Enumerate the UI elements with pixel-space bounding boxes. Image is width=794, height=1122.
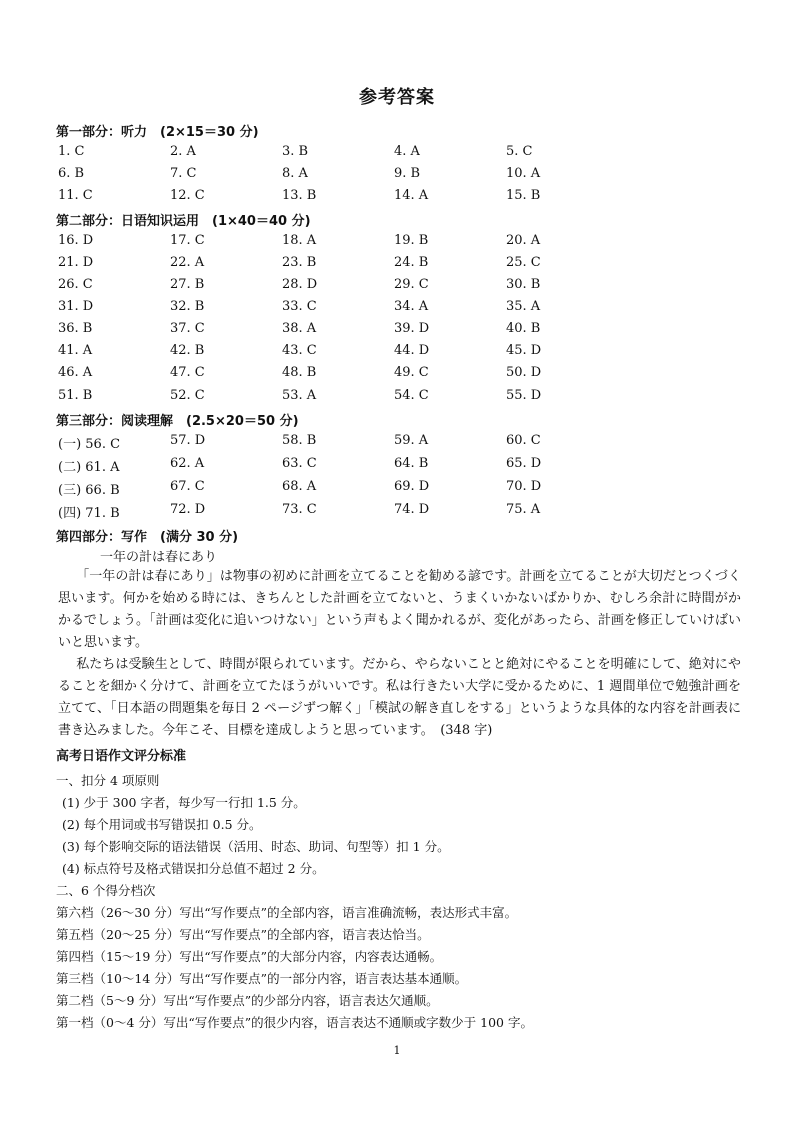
- answer-cell: 10. A: [506, 166, 541, 181]
- part4-heading: 第四部分：写作 (满分 30 分): [56, 530, 239, 545]
- answer-cell: (三) 66. B: [58, 483, 120, 498]
- answer-row: [0, 388, 794, 408]
- answer-cell: 3. B: [282, 144, 309, 159]
- essay-title: 一年の計は春にあり: [100, 550, 218, 565]
- answer-cell: 40. B: [506, 321, 541, 336]
- answer-row: [0, 299, 794, 319]
- answer-cell: 5. C: [506, 144, 533, 159]
- answer-cell: 51. B: [58, 388, 93, 403]
- answer-row: [0, 166, 794, 186]
- answer-cell: 25. C: [506, 255, 541, 270]
- answer-cell: (二) 61. A: [58, 460, 120, 475]
- part1-heading: 第一部分：听力 (2×15＝30 分): [56, 125, 259, 140]
- answer-cell: 75. A: [506, 502, 541, 517]
- answer-cell: 52. C: [170, 388, 205, 403]
- deduction-item: (3) 每个影响交际的语法错误（活用、时态、助词、句型等）扣 1 分。: [62, 839, 450, 854]
- answer-cell: 22. A: [170, 255, 205, 270]
- answer-row: [0, 365, 794, 385]
- level-item: 第五档（20～25 分）写出“写作要点”的全部内容，语言表达恰当。: [56, 927, 430, 942]
- answer-cell: 12. C: [170, 188, 205, 203]
- answer-cell: 37. C: [170, 321, 205, 336]
- answer-cell: 30. B: [506, 277, 541, 292]
- levels-heading: 二、6 个得分档次: [56, 883, 156, 898]
- answer-cell: 43. C: [282, 343, 317, 358]
- answer-cell: 23. B: [282, 255, 317, 270]
- essay-paragraph: 私たちは受験生として、時間が限られています。だから、やらないことと絶対にやることを明確にして、絶対にやることを細かく分けて、計画を立てたほうがいいです。私は行きたい大学に受かるために、1 週間単位で勉強計画を立てて、「日本語の問題集を毎日 2 ページずつ解く」「模試の解き直しをする」というような具体的な内容を計画表に書き込みました。今年こそ、目標を達成しようと思っています。 (348 字): [58, 657, 741, 738]
- answer-cell: 24. B: [394, 255, 429, 270]
- answer-cell: 54. C: [394, 388, 429, 403]
- level-item: 第六档（26～30 分）写出“写作要点”的全部内容，语言准确流畅，表达形式丰富。: [56, 905, 518, 920]
- level-item: 第一档（0～4 分）写出“写作要点”的很少内容，语言表达不通顺或字数少于 100 字。: [56, 1015, 533, 1030]
- part2-heading: 第二部分：日语知识运用 (1×40＝40 分): [56, 214, 311, 229]
- answer-cell: 45. D: [506, 343, 542, 358]
- answer-cell: 35. A: [506, 299, 541, 314]
- answer-cell: 34. A: [394, 299, 429, 314]
- answer-cell: 16. D: [58, 233, 94, 248]
- answer-cell: 2. A: [170, 144, 196, 159]
- answer-cell: 72. D: [170, 502, 206, 517]
- essay-paragraph: 「一年の計は春にあり」は物事の初めに計画を立てることを勧める諺です。計画を立てることが大切だとつくづく思います。何かを始める時には、きちんとした計画を立てないと、うまくいかないばかりか、むしろ余計に時間がかかるでしょう。「計画は変化に追いつけない」という声もよく聞かれるが、変化があったら、計画を修正していけばいいと思います。: [58, 569, 741, 650]
- deduction-item: (1) 少于 300 字者，每少写一行扣 1.5 分。: [62, 795, 306, 810]
- answer-row: [0, 433, 794, 453]
- answer-cell: 55. D: [506, 388, 542, 403]
- answer-cell: 6. B: [58, 166, 85, 181]
- answer-cell: 41. A: [58, 343, 93, 358]
- answer-cell: 8. A: [282, 166, 308, 181]
- answer-cell: (四) 71. B: [58, 506, 120, 521]
- answer-cell: 70. D: [506, 479, 542, 494]
- answer-cell: 67. C: [170, 479, 205, 494]
- answer-cell: 20. A: [506, 233, 541, 248]
- deduction-heading: 一、扣分 4 项原则: [56, 773, 160, 788]
- answer-cell: 28. D: [282, 277, 318, 292]
- answer-row: [0, 343, 794, 363]
- answer-row: [0, 233, 794, 253]
- deduction-item: (2) 每个用词或书写错误扣 0.5 分。: [62, 817, 262, 832]
- answer-cell: 4. A: [394, 144, 420, 159]
- answer-row: [0, 277, 794, 297]
- answer-cell: 69. D: [394, 479, 430, 494]
- level-item: 第四档（15～19 分）写出“写作要点”的大部分内容，内容表达通畅。: [56, 949, 443, 964]
- standards-title: 高考日语作文评分标准: [56, 749, 187, 764]
- answer-cell: 33. C: [282, 299, 317, 314]
- answer-cell: 68. A: [282, 479, 317, 494]
- answer-cell: 48. B: [282, 365, 317, 380]
- answer-cell: 29. C: [394, 277, 429, 292]
- answer-cell: 15. B: [506, 188, 541, 203]
- answer-cell: 31. D: [58, 299, 94, 314]
- answer-cell: 46. A: [58, 365, 93, 380]
- answer-cell: 50. D: [506, 365, 542, 380]
- answer-cell: 27. B: [170, 277, 205, 292]
- page-title: 参考答案: [359, 87, 435, 108]
- answer-row: [0, 502, 794, 522]
- essay-body: [58, 566, 741, 742]
- answer-row: [0, 321, 794, 341]
- answer-cell: 60. C: [506, 433, 541, 448]
- part3-heading: 第三部分：阅读理解 (2.5×20＝50 分): [56, 414, 299, 429]
- answer-cell: 32. B: [170, 299, 205, 314]
- answer-cell: 18. A: [282, 233, 317, 248]
- answer-cell: 44. D: [394, 343, 430, 358]
- answer-cell: 39. D: [394, 321, 430, 336]
- answer-row: [0, 188, 794, 208]
- answer-cell: 62. A: [170, 456, 205, 471]
- answer-row: [0, 255, 794, 275]
- deduction-item: (4) 标点符号及格式错误扣分总值不超过 2 分。: [62, 861, 325, 876]
- answer-cell: 7. C: [170, 166, 197, 181]
- answer-cell: 65. D: [506, 456, 542, 471]
- answer-cell: 63. C: [282, 456, 317, 471]
- answer-cell: 57. D: [170, 433, 206, 448]
- answer-cell: 11. C: [58, 188, 93, 203]
- answer-cell: 19. B: [394, 233, 429, 248]
- answer-cell: 73. C: [282, 502, 317, 517]
- answer-cell: 58. B: [282, 433, 317, 448]
- answer-cell: (一) 56. C: [58, 437, 121, 452]
- answer-cell: 36. B: [58, 321, 93, 336]
- answer-cell: 64. B: [394, 456, 429, 471]
- level-item: 第二档（5～9 分）写出“写作要点”的少部分内容，语言表达欠通顺。: [56, 993, 439, 1008]
- answer-cell: 42. B: [170, 343, 205, 358]
- level-item: 第三档（10～14 分）写出“写作要点”的一部分内容，语言表达基本通顺。: [56, 971, 468, 986]
- answer-cell: 47. C: [170, 365, 205, 380]
- answer-cell: 14. A: [394, 188, 429, 203]
- answer-cell: 21. D: [58, 255, 94, 270]
- answer-row: [0, 144, 794, 164]
- page-number: 1: [393, 1044, 401, 1057]
- answer-cell: 13. B: [282, 188, 317, 203]
- answer-row: [0, 456, 794, 476]
- answer-cell: 38. A: [282, 321, 317, 336]
- answer-cell: 17. C: [170, 233, 205, 248]
- answer-cell: 49. C: [394, 365, 429, 380]
- answer-cell: 53. A: [282, 388, 317, 403]
- answer-cell: 1. C: [58, 144, 85, 159]
- answer-cell: 59. A: [394, 433, 429, 448]
- answer-row: [0, 479, 794, 499]
- answer-cell: 26. C: [58, 277, 93, 292]
- answer-cell: 9. B: [394, 166, 421, 181]
- answer-cell: 74. D: [394, 502, 430, 517]
